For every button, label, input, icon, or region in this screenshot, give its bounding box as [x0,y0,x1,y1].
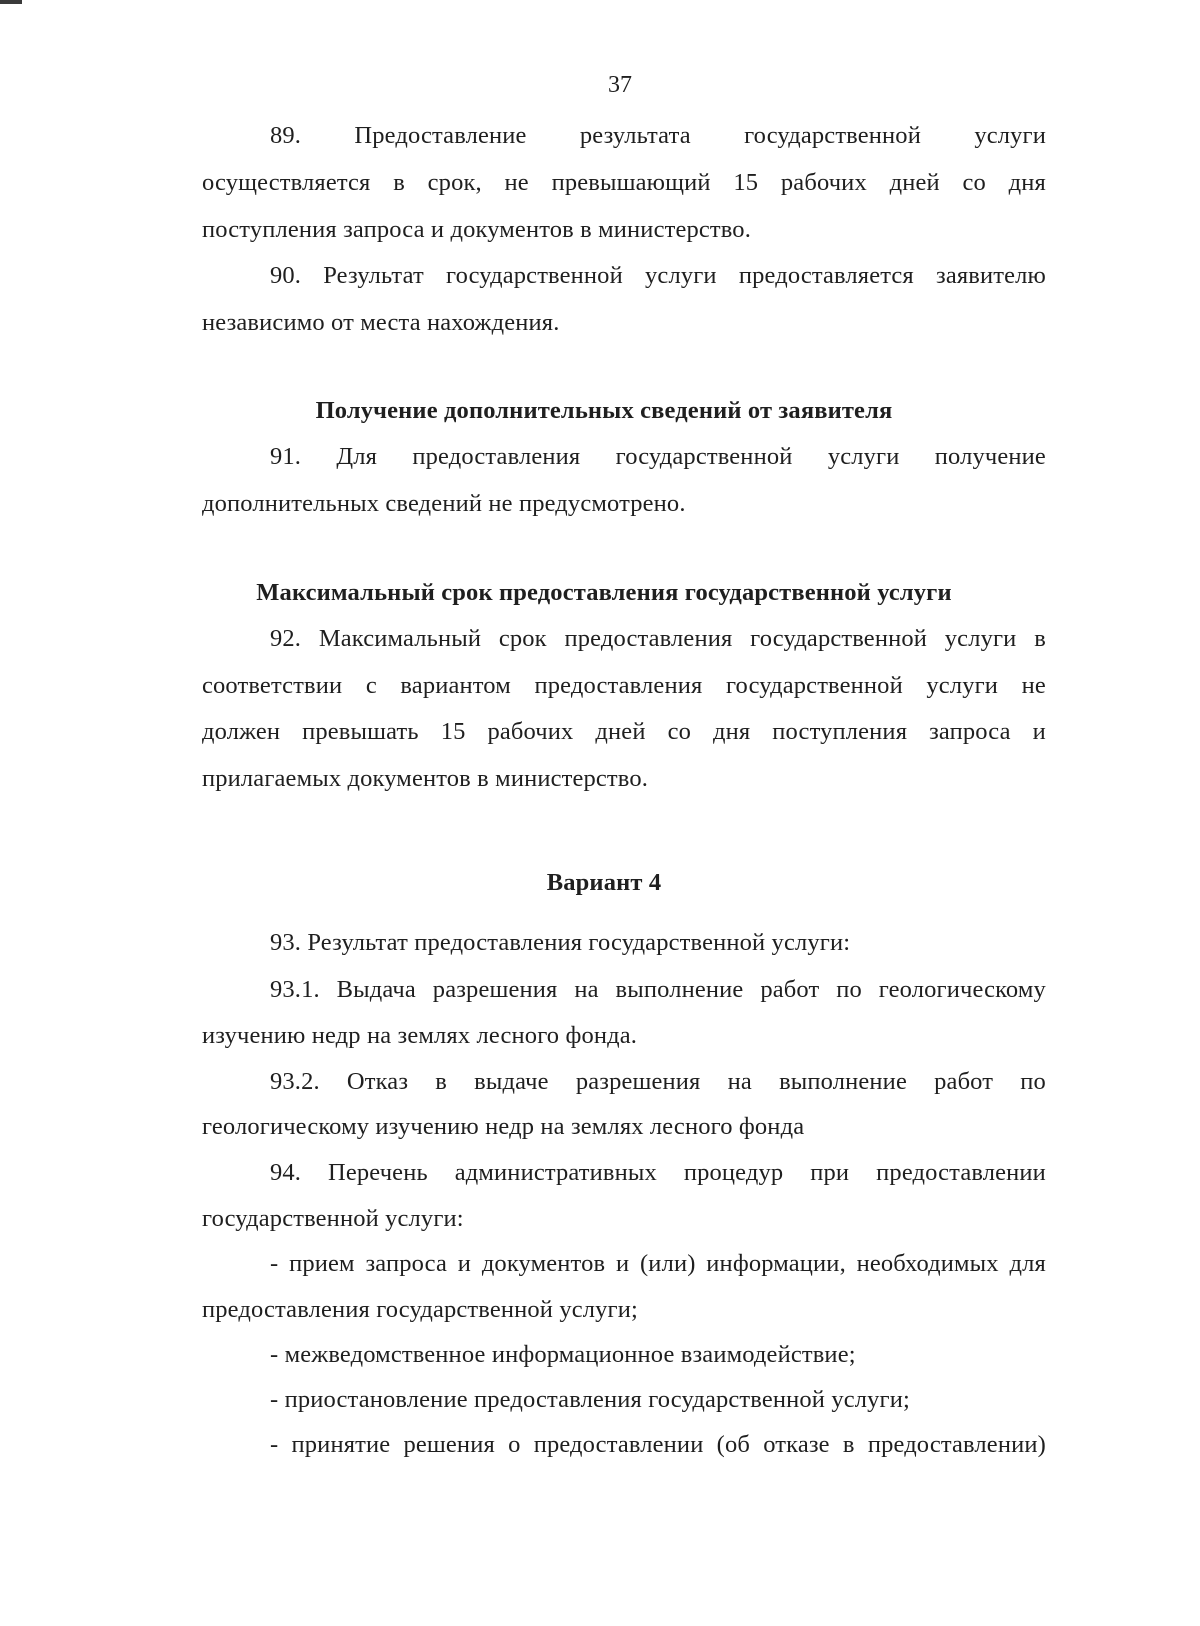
word: превышающий [551,169,711,196]
page-number: 37 [608,72,632,98]
word: процедур [683,1159,784,1186]
word: Перечень [328,1159,428,1186]
word: (об [716,1431,750,1458]
word: предоставления [534,672,703,699]
word: и [1032,718,1046,745]
word: 89. [270,122,302,149]
word: с [365,672,377,699]
word: выполнение [615,976,744,1003]
word: принятие [291,1431,391,1458]
word: выдаче [474,1068,549,1095]
word: предоставления [564,625,733,652]
word: Результат [323,262,424,289]
word: не [504,169,529,196]
paragraph-93-2-line-2: геологическому изучению недр на землях лесного фонда [202,1113,805,1140]
word: государственной [615,443,793,470]
word: - [270,1431,279,1458]
word: государственной [445,262,623,289]
word: дней [595,718,646,745]
word: для [1009,1250,1046,1277]
list-item-2: - межведомственное информационное взаимодействие; [270,1341,856,1368]
paragraph-91-line-2: дополнительных сведений не предусмотрено. [202,490,686,517]
word: предоставлении [876,1159,1046,1186]
word: (или) [640,1250,696,1277]
word: Максимальный [318,625,482,652]
paragraph-89-line-2 [202,168,1046,198]
word: поступления [772,718,908,745]
word: в [842,1431,855,1458]
word: геологическому [878,976,1046,1003]
word: о [508,1431,521,1458]
word: государственной [725,672,903,699]
word: 94. [270,1159,302,1186]
paragraph-93-1-line-2: изучению недр на землях лесного фонда. [202,1022,638,1049]
word: Отказ [346,1068,409,1095]
word: должен [202,718,281,745]
word: 93.1. [270,976,320,1003]
word: прием [289,1250,355,1277]
word: дней [889,169,940,196]
word: информации, [706,1250,846,1277]
word: по [836,976,862,1003]
word: выполнение [779,1068,907,1095]
word: 15 [733,169,759,196]
word: разрешения [432,976,558,1003]
word: в [435,1068,448,1095]
list-item-4-line-1 [270,1430,1046,1460]
paragraph-92-line-3 [202,717,1046,747]
word: дня [1008,169,1046,196]
word: услуги [645,262,717,289]
word: со [962,169,986,196]
word: со [667,718,692,745]
word: услуги [926,672,999,699]
paragraph-90-line-1 [270,261,1046,291]
word: превышать [302,718,419,745]
word: услуги [827,443,900,470]
word: 92. [270,625,302,652]
word: 90. [270,262,302,289]
paragraph-91-line-1 [270,442,1046,472]
word: предоставлении [533,1431,704,1458]
word: документов [481,1250,606,1277]
word: 93.2. [270,1068,320,1095]
word: заявителю [936,262,1046,289]
word: и [615,1250,630,1277]
word: рабочих [487,718,574,745]
word: на [727,1068,752,1095]
word: в [1034,625,1046,652]
word: срок, [427,169,482,196]
word: запроса [365,1250,448,1277]
word: получение [934,443,1046,470]
word: не [1021,672,1046,699]
word: государственной [744,122,921,149]
paragraph-92-line-2 [202,671,1046,701]
word: и [457,1250,472,1277]
word: Предоставление [354,122,527,149]
word: осуществляется [202,169,371,196]
word: в [393,169,405,196]
section-heading-variant: Вариант 4 [546,869,662,896]
word: на [574,976,599,1003]
paragraph-93-1-line-1 [270,975,1046,1005]
section-heading-additional-info: Получение дополнительных сведений от заявителя [315,397,893,424]
word: работ [934,1068,994,1095]
word: предоставления [412,443,581,470]
word: - [270,1250,279,1277]
word: необходимых [856,1250,999,1277]
word: услуги [944,625,1017,652]
word: вариантом [400,672,511,699]
paragraph-93-2-line-1 [270,1067,1046,1097]
word: 15 [440,718,466,745]
paragraph-90-line-2: независимо от места нахождения. [202,309,560,336]
paragraph-92-line-4: прилагаемых документов в министерство. [202,765,649,792]
word: дня [713,718,751,745]
word: работ [760,976,820,1003]
word: 91. [270,443,302,470]
list-item-1-line-2: предоставления государственной услуги; [202,1296,638,1323]
word: административных [454,1159,657,1186]
word: предоставлении) [867,1431,1046,1458]
word: услуги [974,122,1046,149]
paragraph-92-line-1 [270,624,1046,654]
word: по [1020,1068,1046,1095]
paragraph-93: 93. Результат предоставления государственной услуги: [270,929,851,956]
paragraph-94-line-2: государственной услуги: [202,1205,464,1232]
word: рабочих [780,169,867,196]
word: запроса [929,718,1011,745]
section-heading-max-term: Максимальный срок предоставления государственной услуги [256,579,952,606]
word: разрешения [575,1068,701,1095]
paragraph-94-line-1 [270,1158,1046,1188]
word: отказе [763,1431,830,1458]
scan-corner-mark [0,0,22,4]
paragraph-89-line-3: поступления запроса и документов в министерство. [202,216,751,243]
word: государственной [750,625,928,652]
list-item-1-line-1 [270,1249,1046,1279]
word: решения [403,1431,495,1458]
word: Выдача [336,976,416,1003]
word: при [810,1159,850,1186]
word: срок [498,625,547,652]
word: Для [336,443,378,470]
word: соответствии [202,672,343,699]
list-item-3: - приостановление предоставления государственной услуги; [270,1386,910,1413]
word: предоставляется [738,262,914,289]
paragraph-89-line-1 [270,121,1046,151]
word: результата [579,122,691,149]
